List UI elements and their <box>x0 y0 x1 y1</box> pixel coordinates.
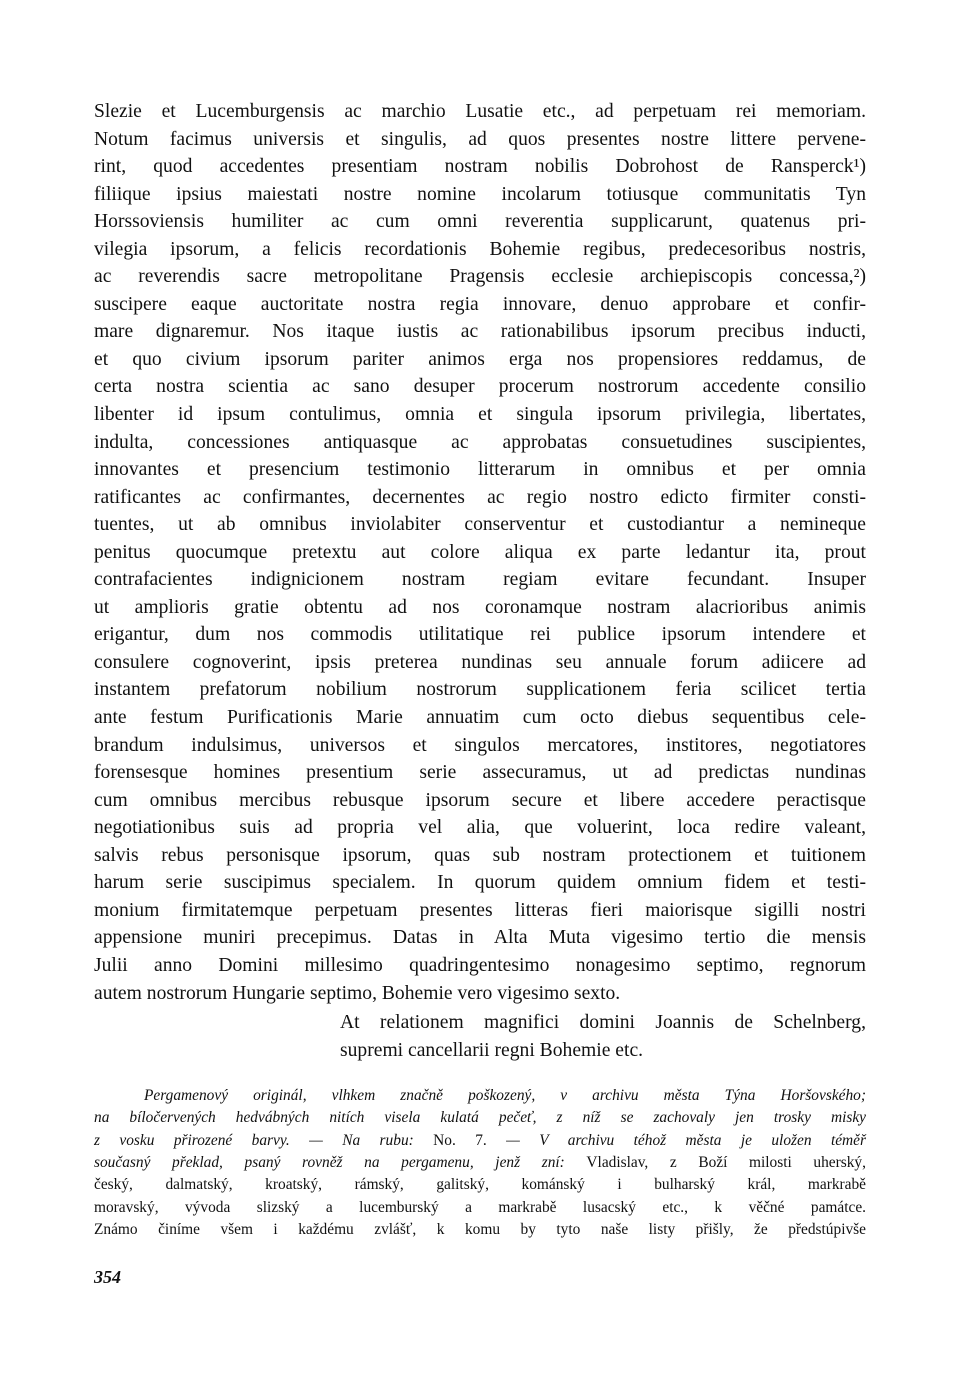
document-page <box>94 98 866 1241</box>
text-line: filiique ipsius maiestati nostre nomine incolarum totiusque communitatis Tyn <box>94 183 866 205</box>
text-line: forensesque homines presentium serie assecuramus, ut ad predictas nundinas <box>94 762 866 784</box>
editorial-note-line <box>94 1152 866 1174</box>
text-line: harum serie suscipimus specialem. In quorum quidem omnium fidem et testi- <box>94 872 866 894</box>
editorial-note-line <box>94 1085 866 1107</box>
text-line: rint, quod accedentes presentiam nostram nobilis Dobrohost de Ransperck¹) <box>94 156 866 178</box>
editorial-note-text: Pergamenový originál, vlhkem značně poškozený, v archivu města Týna Horšovského; <box>144 1087 866 1105</box>
text-line: innovantes et presencium testimonio litterarum in omnibus et per omnia <box>94 459 866 481</box>
text-line: ut amplioris gratie obtentu ad nos coronamque nostram alacrioribus animis <box>94 596 866 618</box>
czech-translation-line: český, dalmatský, kroatský, rámský, galitský, kománský i bulharský král, markrabě <box>94 1176 866 1194</box>
editorial-note-text: — V archivu téhož města je uložen téměř <box>486 1131 866 1149</box>
text-line: indulta, concessiones antiquasque ac approbatas consuetudines suscipientes, <box>94 431 866 453</box>
editorial-note <box>94 1085 866 1241</box>
editorial-note-line <box>94 1130 866 1152</box>
page-number: 354 <box>94 1267 121 1287</box>
chancery-note-line: At relationem magnifici domini Joannis de Schelnberg, <box>340 1012 866 1034</box>
chancery-note-line: supremi cancellarii regni Bohemie etc. <box>340 1039 644 1061</box>
text-line: contrafacientes indignicionem nostram regiam evitare fecundant. Insuper <box>94 569 866 591</box>
czech-translation-line: Známo činíme všem i každému zvlášť, k komu by tyto naše listy přišly, že předstúpivše <box>94 1220 866 1238</box>
text-line: erigantur, dum nos commodis utilitatique rei publice ipsorum intendere et <box>94 624 866 646</box>
text-line: ratificantes ac confirmantes, decernentes ac regio nostro edicto firmiter consti- <box>94 486 866 508</box>
text-line: vilegia ipsorum, a felicis recordationis Bohemie regibus, predecesoribus nostris, <box>94 238 866 260</box>
editorial-note-text: z vosku přirozené barvy. — Na rubu: <box>94 1131 434 1149</box>
text-line: libenter id ipsum contulimus, omnia et singula ipsorum privilegia, libertates, <box>94 404 866 426</box>
text-line: instantem prefatorum nobilium nostrorum supplicationem feria scilicet tertia <box>94 679 866 701</box>
text-line: certa nostra scientia ac sano desuper procerum nostrorum accedente consilio <box>94 376 866 398</box>
editorial-note-line <box>94 1107 866 1129</box>
czech-translation-line: moravský, vývoda slizský a lucemburský a markrabě lusacský etc., k věčné památce. <box>94 1198 866 1216</box>
text-line: negotiationibus suis ad propria vel alia, que voluerint, loca redire valeant, <box>94 817 866 839</box>
text-line: appensione muniri precepimus. Datas in Alta Muta vigesimo tertio die mensis <box>94 927 866 949</box>
text-line: mare dignaremur. Nos itaque iustis ac rationabilibus ipsorum precibus inducti, <box>94 321 866 343</box>
text-line: cum omnibus mercibus rebusque ipsorum secure et libere accedere peractisque <box>94 789 866 811</box>
editorial-note-text: na bíločervených hedvábných nitích visela kulatá pečeť, z níž se zachovaly jen trosky misky <box>94 1109 866 1127</box>
charter-text <box>94 98 866 1007</box>
text-line: monium firmitatemque perpetuam presentes litteras fieri maiorisque sigilli nostri <box>94 899 866 921</box>
text-line: suscipere eaque auctoritate nostra regia innovare, denuo approbare et confir- <box>94 293 866 315</box>
archive-number: No. 7. <box>433 1131 487 1149</box>
chancery-note <box>340 1009 866 1064</box>
text-line: tuentes, ut ab omnibus inviolabiter conserventur et custodiantur a nemineque <box>94 514 866 536</box>
text-line: penitus quocumque pretextu aut colore aliqua ex parte ledantur ita, prout <box>94 541 866 563</box>
text-line: et quo civium ipsorum pariter animos erga nos propensiores reddamus, de <box>94 348 866 370</box>
czech-translation-text: Vladislav, z Boží milosti uherský, <box>586 1153 866 1171</box>
text-line: consulere cognoverint, ipsis preterea nundinas seu annuale forum adiicere ad <box>94 651 866 673</box>
text-line: ac reverendis sacre metropolitane Pragensis ecclesie archiepiscopis concessa,²) <box>94 266 866 288</box>
text-line: salvis rebus personisque ipsorum, quas sub nostram protectionem et tuitionem <box>94 844 866 866</box>
text-line: autem nostrorum Hungarie septimo, Bohemie vero vigesimo sexto. <box>94 982 621 1004</box>
editorial-note-text: současný překlad, psaný rovněž na pergamenu, jenž zní: <box>94 1153 587 1171</box>
text-line: brandum indulsimus, universos et singulos mercatores, institores, negotiatores <box>94 734 866 756</box>
text-line: Julii anno Domini millesimo quadringentesimo nonagesimo septimo, regnorum <box>94 954 866 976</box>
text-line: ante festum Purificationis Marie annuatim cum octo diebus sequentibus cele- <box>94 707 866 729</box>
text-line: Notum facimus universis et singulis, ad quos presentes nostre littere pervene- <box>94 128 866 150</box>
text-line: Horssoviensis humiliter ac cum omni reverentia supplicarunt, quatenus pri- <box>94 211 866 233</box>
text-line: Slezie et Lucemburgensis ac marchio Lusatie etc., ad perpetuam rei memoriam. <box>94 101 866 122</box>
